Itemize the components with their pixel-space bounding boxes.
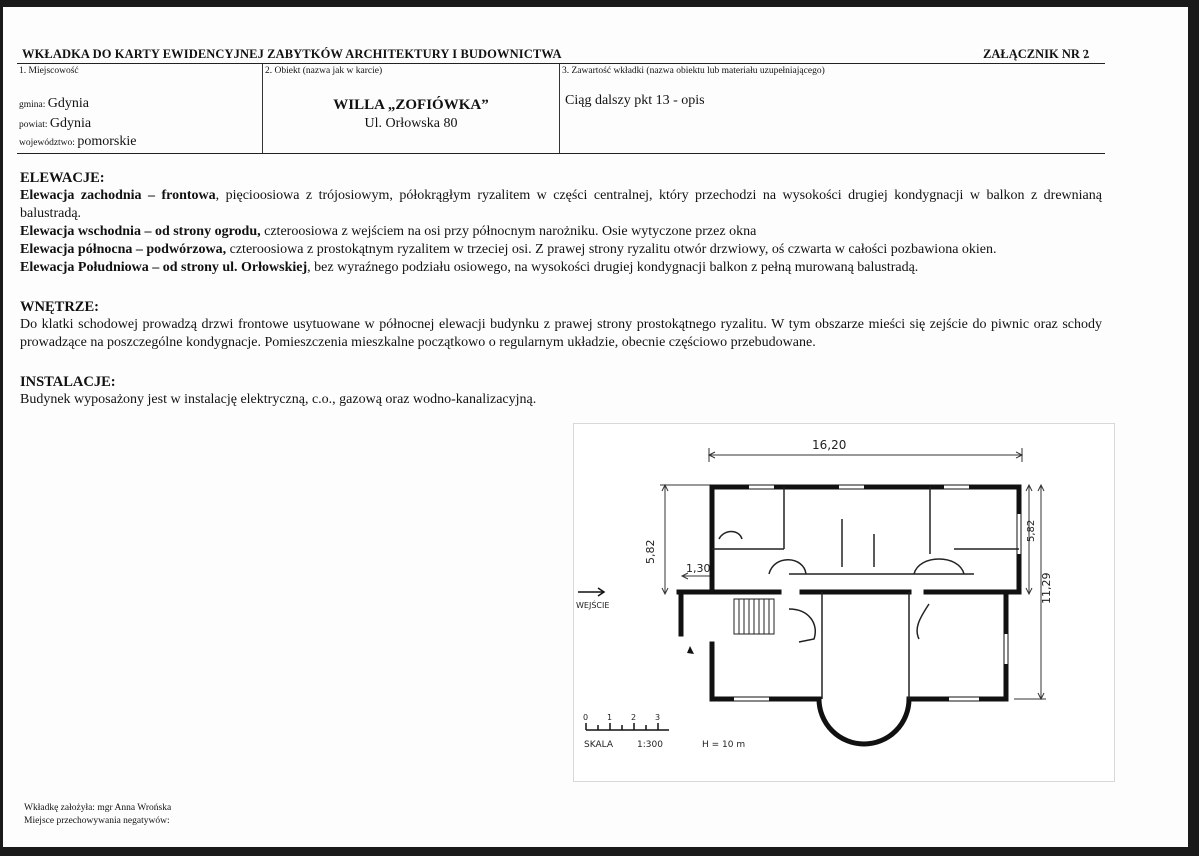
location-label: 1. Miejscowość (19, 66, 79, 76)
object-address: Ul. Orłowska 80 (364, 116, 458, 131)
page-title: WKŁADKA DO KARTY EWIDENCYJNEJ ZABYTKÓW ARCHITEKTURY I BUDOWNICTWA (22, 47, 562, 61)
gmina-label: gmina: (19, 100, 46, 110)
attachment-text: ZAŁĄCZNIK NR (983, 47, 1080, 61)
footer-author: Wkładkę założyła: mgr Anna Wrońska (24, 803, 172, 813)
elewacja-zachodnia-text: , pięcioosiowa z trójosiowym, półokrągłym ryzalitem w części centralnej, który przechodzi na wysokości drugiej kondygnacji w balkon z drewnianą balustradą. (20, 188, 1102, 221)
entrance-marker-icon (687, 646, 694, 654)
scale-tick-0: 0 (583, 713, 589, 722)
content-label: 3. Zawartość wkładki (nazwa obiektu lub materiału uzupełniającego) (562, 66, 825, 76)
scale-tick-1: 1 (607, 713, 613, 722)
elewacja-polnocna (20, 241, 1102, 259)
footer-negatives: Miejsce przechowywania negatywów: (24, 816, 170, 826)
dim-top-label: 16,20 (812, 438, 847, 452)
instalacje-section (20, 373, 1102, 409)
powiat-label: powiat: (19, 120, 48, 130)
elewacja-polnocna-text: czteroosiowa z prostokątnym ryzalitem w trzeciej osi. Z prawej strony ryzalitu otwór drzwiowy, oś czwarta w całości pozbawiona okien. (226, 242, 997, 257)
entry-label: WEJŚCIE (576, 601, 610, 610)
floor-plan-drawing (574, 424, 1114, 781)
elewacja-zachodnia (20, 187, 1102, 223)
elewacja-zachodnia-title: Elewacja zachodnia – frontowa (20, 188, 216, 203)
location-cell (17, 64, 262, 153)
elewacja-poludniowa (20, 259, 1102, 277)
content-cell (559, 64, 1105, 153)
elewacje-section (20, 169, 1102, 277)
object-name: WILLA „ZOFIÓWKA” (333, 97, 489, 113)
instalacje-heading: INSTALACJE: (20, 374, 116, 390)
elewacja-poludniowa-text: , bez wyraźnego podziału osiowego, na wysokości drugiej kondygnacji balkon z pełną murowaną balustradą. (307, 260, 919, 275)
scale-tick-2: 2 (631, 713, 637, 722)
powiat-value: Gdynia (49, 116, 92, 131)
scale-tick-3: 3 (655, 713, 661, 722)
gmina-value: Gdynia (47, 96, 89, 111)
elewacja-wschodnia-title: Elewacja wschodnia – od strony ogrodu, (20, 224, 261, 239)
floor-plan (573, 423, 1115, 782)
dim-entry-label: 1,30 (686, 562, 711, 575)
wojewodztwo-line (19, 134, 136, 150)
attachment-label (983, 47, 1089, 62)
wnetrze-section (20, 298, 1102, 352)
dim-right-inner-label: 5,82 (1026, 519, 1037, 542)
elewacja-wschodnia-text: czteroosiowa z wejściem na osi przy północnym narożniku. Osie wytyczone przez okna (260, 224, 757, 239)
dim-right-outer-label: 11,29 (1040, 572, 1053, 604)
elewacje-heading: ELEWACJE: (20, 170, 105, 186)
wnetrze-text: Do klatki schodowej prowadzą drzwi frontowe usytuowane w północnej elewacji budynku z prawej strony prostokątnego ryzalitu. W tym obszarze mieści się zejście do piwnic oraz schody prowadzące na poszczególne kondygnacje. Pomieszczenia mieszkalne początkowo o regularnym układzie, obecnie częściowo przebudowane. (20, 317, 1102, 350)
object-label: 2. Obiekt (nazwa jak w karcie) (265, 66, 383, 76)
attachment-number: 2 (1082, 46, 1091, 62)
dim-left-label: 5,82 (644, 539, 657, 564)
elewacja-wschodnia (20, 223, 1102, 241)
elewacja-polnocna-title: Elewacja północna – podwórzowa, (20, 242, 227, 257)
scale-value: 1:300 (637, 740, 663, 750)
header-table (17, 63, 1105, 154)
wojewodztwo-label: województwo: (19, 138, 75, 148)
instalacje-text: Budynek wyposażony jest w instalację elektryczną, c.o., gazową oraz wodno-kanalizacyjną. (20, 392, 537, 407)
gmina-line (19, 96, 89, 112)
powiat-line (19, 116, 91, 132)
object-cell (262, 64, 559, 153)
wojewodztwo-value: pomorskie (77, 134, 137, 149)
elewacja-poludniowa-title: Elewacja Południowa – od strony ul. Orłowskiej (20, 260, 308, 275)
height-label: H = 10 m (702, 740, 746, 750)
content-value: Ciąg dalszy pkt 13 - opis (565, 93, 705, 108)
scale-label: SKALA (584, 740, 613, 750)
wnetrze-heading: WNĘTRZE: (20, 299, 99, 315)
